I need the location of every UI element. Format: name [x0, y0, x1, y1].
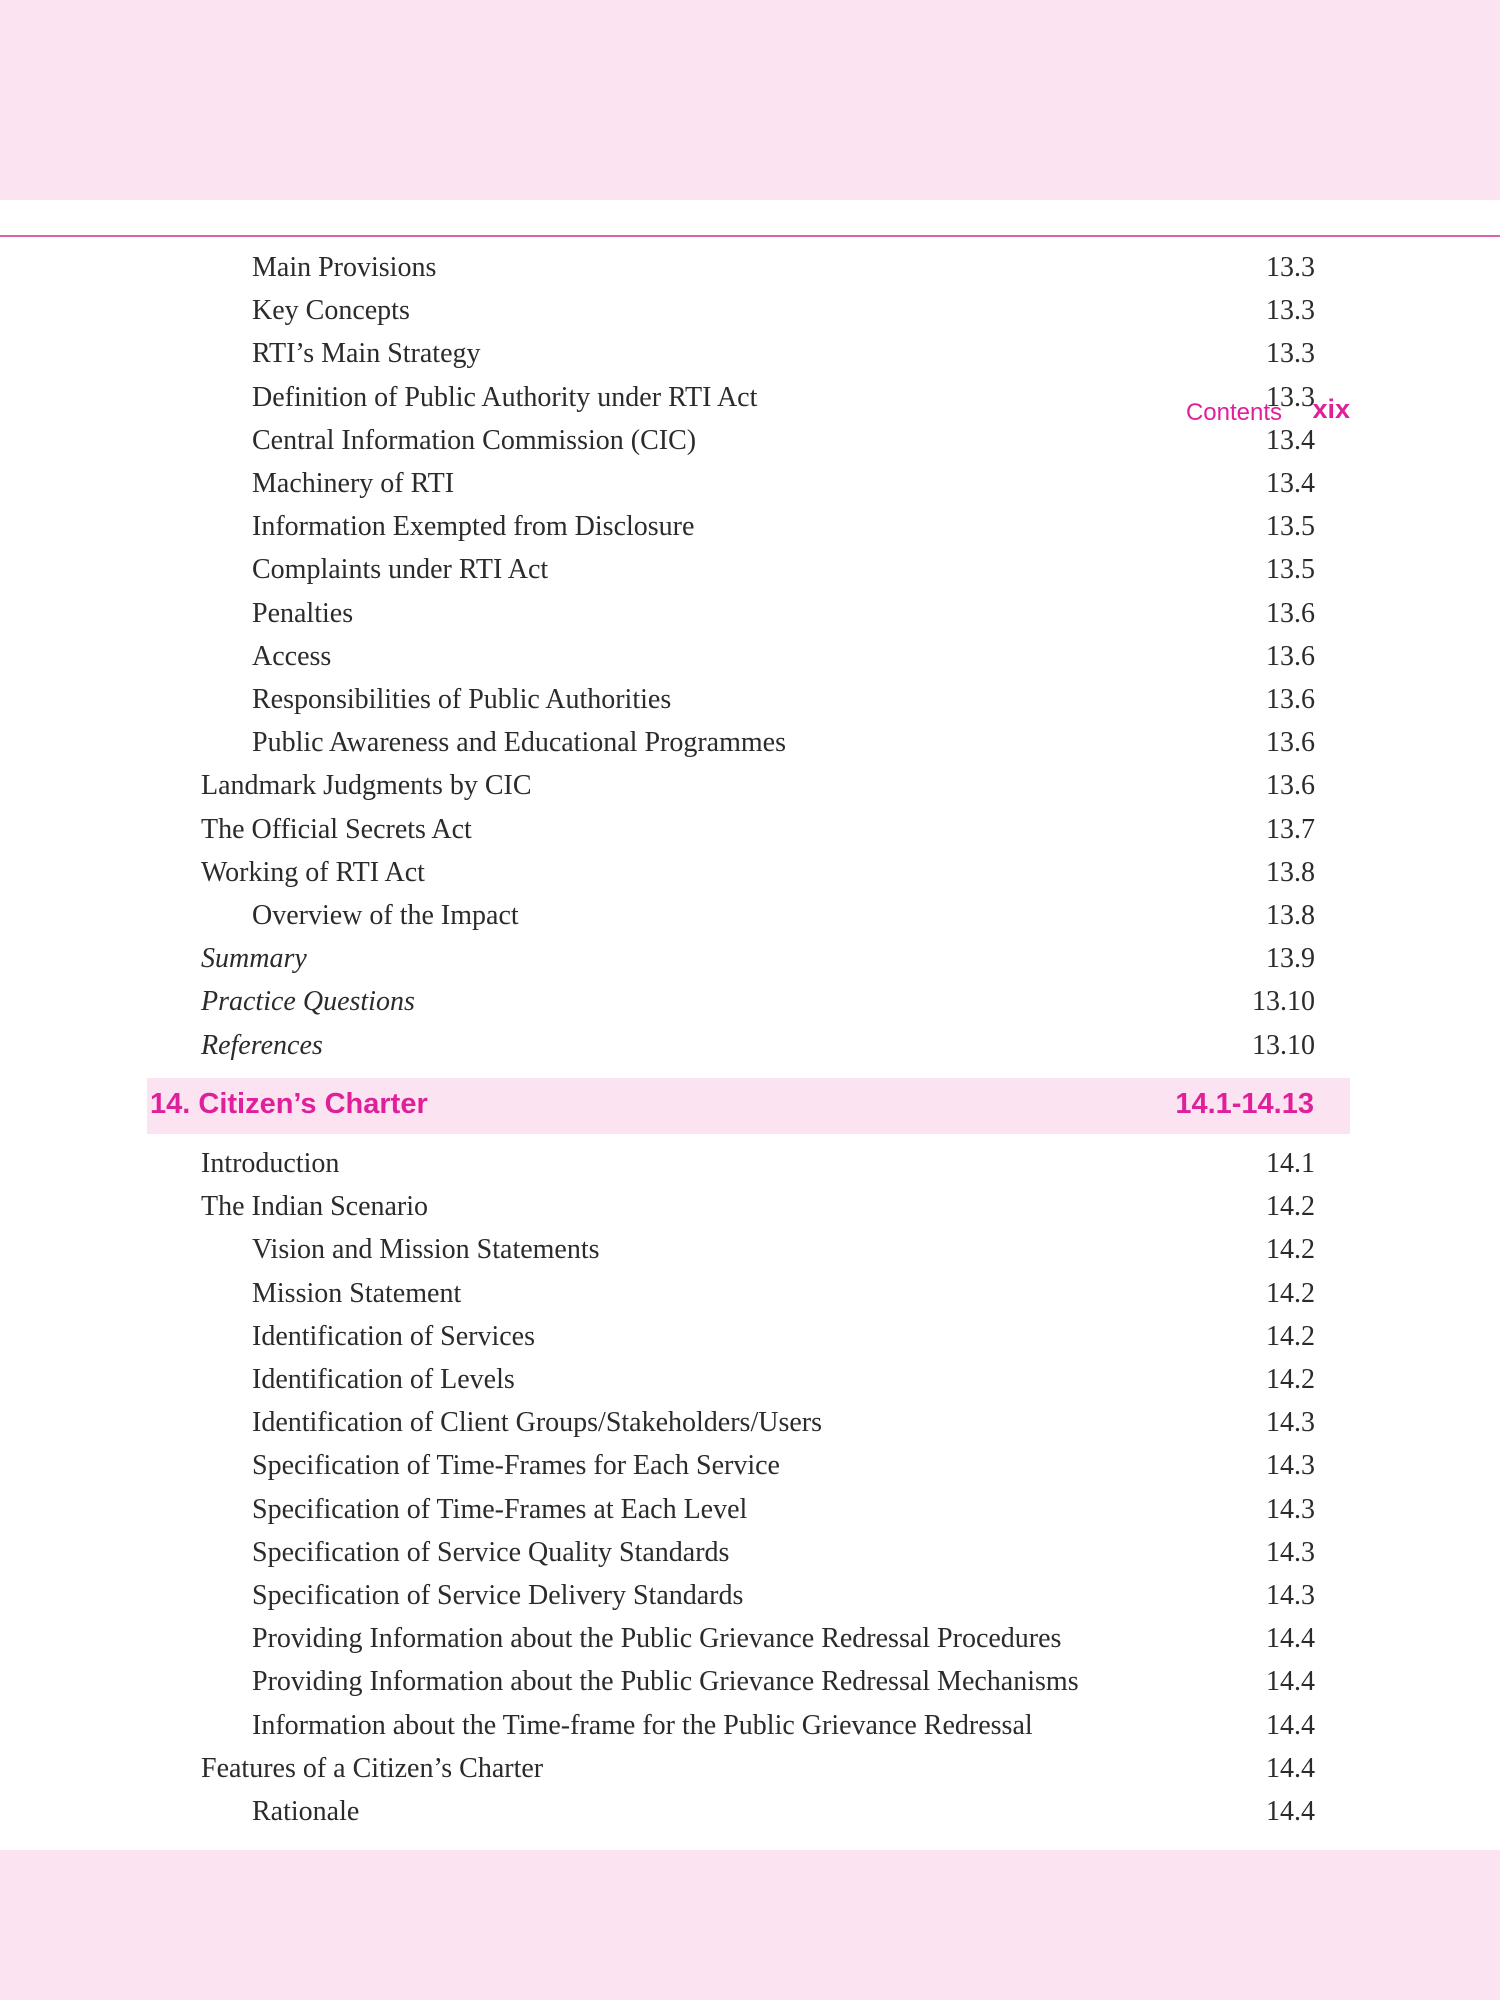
toc-entry[interactable] — [252, 1488, 1315, 1531]
toc-entry-title: Providing Information about the Public Grievance Redressal Procedures — [252, 1623, 1062, 1655]
toc-entry[interactable] — [252, 1660, 1315, 1703]
toc-entry-page: 14.2 — [1266, 1277, 1315, 1309]
toc-entry[interactable] — [201, 808, 1315, 851]
toc-entry[interactable] — [252, 462, 1315, 505]
toc-entry-title: The Official Secrets Act — [201, 813, 472, 845]
toc-entry[interactable] — [252, 548, 1315, 591]
toc-entry[interactable] — [252, 1531, 1315, 1574]
toc-entry-title: Responsibilities of Public Authorities — [252, 684, 672, 715]
toc-entry[interactable] — [252, 289, 1315, 332]
toc-entry-page: 14.1 — [1266, 1148, 1315, 1179]
toc-entry-page: 14.3 — [1266, 1450, 1315, 1482]
toc-entry-title: Information about the Time-frame for the Public Grievance Redressal — [252, 1709, 1033, 1741]
toc-entry[interactable] — [252, 1228, 1315, 1271]
toc-entry-title: Penalties — [252, 597, 354, 629]
toc-entry-title: Specification of Service Delivery Standards — [252, 1580, 744, 1611]
header-rule — [0, 235, 1500, 237]
toc-entry[interactable] — [252, 1617, 1315, 1660]
toc-entry-title: Working of RTI Act — [201, 856, 425, 888]
toc-entry-title: Summary — [201, 943, 307, 975]
toc-entry-page: 14.4 — [1266, 1752, 1315, 1784]
toc-entry-title: Providing Information about the Public Grievance Redressal Mechanisms — [252, 1666, 1079, 1698]
toc-entry-page: 13.3 — [1266, 381, 1315, 413]
toc-entry-page: 14.4 — [1266, 1666, 1315, 1698]
toc-entry-title: Mission Statement — [252, 1277, 462, 1309]
running-header-label: Contents — [1185, 399, 1282, 426]
toc-entry-page: 13.5 — [1266, 511, 1315, 543]
toc-entry[interactable] — [252, 246, 1315, 289]
toc-entry-page: 13.10 — [1252, 986, 1315, 1018]
toc-entry[interactable] — [252, 592, 1315, 635]
toc-entry-title: Introduction — [201, 1148, 340, 1179]
toc-entry-title: Complaints under RTI Act — [252, 554, 549, 586]
toc-entry[interactable] — [252, 678, 1315, 721]
toc-entry[interactable] — [201, 1024, 1315, 1067]
toc-entry-page: 13.6 — [1266, 597, 1315, 629]
toc-entry[interactable] — [201, 980, 1315, 1023]
toc-entry-title: Specification of Time-Frames at Each Level — [252, 1493, 748, 1525]
chapter-title: 14. Citizen’s Charter — [150, 1088, 428, 1120]
toc-entry-page: 14.4 — [1266, 1796, 1315, 1827]
toc-entry-page: 13.6 — [1266, 640, 1315, 672]
toc-entry-page: 13.3 — [1266, 295, 1315, 327]
toc-entry[interactable] — [201, 937, 1315, 980]
top-margin-band — [0, 0, 1500, 200]
toc-entry-page: 14.3 — [1266, 1580, 1315, 1611]
toc-entry-page: 13.8 — [1266, 900, 1315, 931]
toc-entry-title: The Indian Scenario — [201, 1191, 429, 1223]
toc-entry-page: 14.4 — [1266, 1623, 1315, 1655]
toc-entry-title: References — [201, 1029, 323, 1061]
toc-entry-title: Specification of Time-Frames for Each Service — [252, 1450, 780, 1482]
toc-entry-page: 14.2 — [1266, 1320, 1315, 1352]
toc-entry-page: 13.6 — [1266, 684, 1315, 715]
toc-entry-page: 14.2 — [1266, 1234, 1315, 1266]
toc-entry-page: 14.2 — [1266, 1364, 1315, 1395]
toc-entry[interactable] — [201, 1142, 1315, 1185]
toc-entry-page: 13.3 — [1266, 338, 1315, 370]
toc-entry-page: 13.9 — [1266, 943, 1315, 975]
toc-entry-title: Vision and Mission Statements — [252, 1234, 600, 1266]
toc-entry-page: 13.4 — [1266, 424, 1315, 456]
toc-entry-page: 13.3 — [1266, 252, 1315, 283]
toc-entry[interactable] — [201, 851, 1315, 894]
toc-entry-title: Public Awareness and Educational Programmes — [252, 727, 786, 759]
toc-entry-page: 13.4 — [1266, 468, 1315, 499]
toc-entry-title: Identification of Levels — [252, 1364, 515, 1395]
toc-entry-title: Practice Questions — [201, 986, 415, 1018]
toc-entry-title: Main Provisions — [252, 252, 437, 283]
toc-entry-title: Landmark Judgments by CIC — [201, 770, 532, 802]
toc-entry-page: 13.8 — [1266, 856, 1315, 888]
toc-entry[interactable] — [252, 332, 1315, 375]
bottom-margin-band — [0, 1850, 1500, 2000]
toc-entry-title: Access — [252, 640, 332, 672]
toc-entry[interactable] — [201, 1185, 1315, 1228]
toc-entry[interactable] — [252, 505, 1315, 548]
toc-entry[interactable] — [252, 1574, 1315, 1617]
chapter-page-range: 14.1-14.13 — [1175, 1088, 1314, 1120]
toc-entry-title: Definition of Public Authority under RTI Act — [252, 381, 758, 413]
toc-entry-page: 14.2 — [1266, 1191, 1315, 1223]
toc-entry[interactable] — [252, 1272, 1315, 1315]
toc-entry-title: Features of a Citizen’s Charter — [201, 1752, 544, 1784]
toc-entry-title: Key Concepts — [252, 295, 410, 327]
toc-entry-title: Specification of Service Quality Standards — [252, 1536, 730, 1568]
toc-entry[interactable] — [252, 419, 1315, 462]
toc-entry-title: RTI’s Main Strategy — [252, 338, 481, 370]
toc-entry[interactable] — [252, 376, 1315, 419]
toc-entry-title: Overview of the Impact — [252, 900, 519, 931]
toc-entry-page: 13.10 — [1252, 1029, 1315, 1061]
toc-entry[interactable] — [252, 894, 1315, 937]
toc-entry-title: Identification of Services — [252, 1320, 536, 1352]
toc-entry-title: Machinery of RTI — [252, 468, 455, 499]
toc-entry-page: 13.5 — [1266, 554, 1315, 586]
toc-entry[interactable] — [252, 1790, 1315, 1833]
toc-entry[interactable] — [201, 1747, 1315, 1790]
toc-entry-page: 13.6 — [1266, 770, 1315, 802]
toc-entry-title: Identification of Client Groups/Stakeholders/Users — [252, 1407, 822, 1439]
toc-entry-title: Information Exempted from Disclosure — [252, 511, 695, 543]
toc-entry[interactable] — [252, 1444, 1315, 1487]
page-number: xix — [1312, 394, 1350, 424]
toc-entry[interactable] — [201, 764, 1315, 807]
toc-entry[interactable] — [252, 1704, 1315, 1747]
toc-entry-page: 14.3 — [1266, 1536, 1315, 1568]
toc-entry-title: Rationale — [252, 1796, 360, 1827]
toc-entry[interactable] — [252, 1401, 1315, 1444]
toc-entry-page: 14.3 — [1266, 1493, 1315, 1525]
toc-entry[interactable] — [252, 721, 1315, 764]
toc-entry-page: 14.4 — [1266, 1709, 1315, 1741]
toc-entry[interactable] — [252, 1315, 1315, 1358]
chapter-heading-bar[interactable] — [147, 1078, 1350, 1134]
toc-entry-page: 13.6 — [1266, 727, 1315, 759]
toc-entry[interactable] — [252, 1358, 1315, 1401]
toc-entry[interactable] — [252, 635, 1315, 678]
toc-entry-page: 13.7 — [1266, 813, 1315, 845]
toc-entry-page: 14.3 — [1266, 1407, 1315, 1439]
toc-entry-title: Central Information Commission (CIC) — [252, 424, 697, 456]
